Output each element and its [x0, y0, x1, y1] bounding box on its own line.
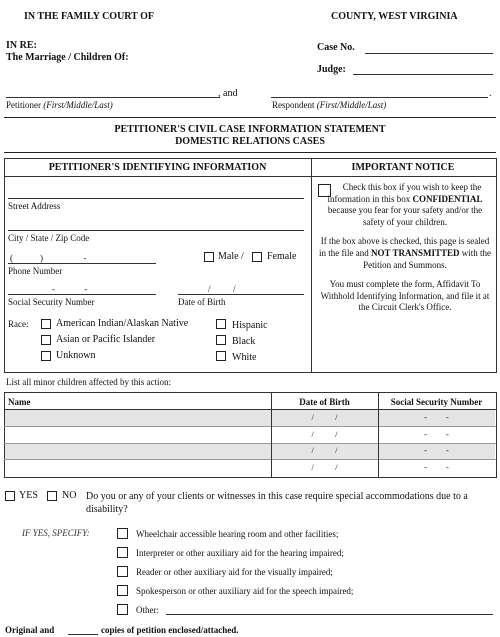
copies-count-field[interactable]	[68, 634, 98, 635]
notice-heading: IMPORTANT NOTICE	[351, 162, 455, 173]
city-state-zip-label: City / State / Zip Code	[8, 233, 90, 243]
race-checkbox-asian[interactable]	[41, 335, 51, 345]
in-re-label: IN RE:	[6, 40, 37, 51]
row3-dob[interactable]: / /	[311, 445, 338, 455]
race-checkbox-white[interactable]	[216, 351, 226, 361]
accommodation-yes-checkbox[interactable]	[5, 491, 15, 501]
spokesperson-option: Spokesperson or other auxiliary aid for the speech impaired;	[136, 586, 354, 596]
row2-dob[interactable]: / /	[311, 429, 338, 439]
specify-label: IF YES, SPECIFY:	[22, 528, 90, 538]
accommodation-no-label: NO	[62, 490, 77, 501]
accommodation-yes-label: YES	[19, 490, 38, 501]
row4-ssn[interactable]: - -	[424, 462, 449, 472]
petitioner-name-field[interactable]	[6, 97, 220, 98]
col-ssn-header: Social Security Number	[390, 397, 483, 407]
petitioner-caption: Petitioner (First/Middle/Last)	[6, 100, 113, 110]
county-heading: COUNTY, WEST VIRGINIA	[331, 11, 458, 22]
judge-label: Judge:	[317, 64, 346, 75]
interpreter-checkbox[interactable]	[117, 547, 128, 558]
race-option-asian: Asian or Pacific Islander	[56, 334, 156, 345]
race-option-american-indian: American Indian/Alaskan Native	[56, 318, 189, 329]
case-no-label: Case No.	[317, 42, 355, 53]
city-state-zip-field[interactable]	[8, 230, 304, 231]
copies-label: copies of petition enclosed/attached.	[101, 625, 239, 635]
female-label: Female	[267, 251, 297, 262]
race-checkbox-black[interactable]	[216, 335, 226, 345]
race-option-hispanic: Hispanic	[232, 320, 268, 331]
spokesperson-checkbox[interactable]	[117, 585, 128, 596]
other-option: Other:	[136, 605, 159, 615]
children-intro: List all minor children affected by this action:	[6, 377, 172, 387]
row4-dob[interactable]: / /	[311, 462, 338, 472]
ssn-format: - -	[52, 284, 88, 294]
respondent-caption: Respondent (First/Middle/Last)	[272, 100, 387, 110]
dob-label: Date of Birth	[178, 297, 226, 307]
judge-field[interactable]	[353, 74, 493, 75]
race-option-black: Black	[232, 336, 256, 347]
col-name-header: Name	[8, 397, 31, 407]
form-title: PETITIONER'S CIVIL CASE INFORMATION STATEMENT	[114, 124, 386, 135]
section-divider	[311, 158, 312, 372]
race-option-white: White	[232, 352, 257, 363]
other-field[interactable]	[166, 614, 493, 615]
row1-dob[interactable]: / /	[311, 412, 338, 422]
male-label: Male /	[218, 251, 244, 262]
marriage-label: The Marriage / Children Of:	[6, 52, 129, 63]
and-text: , and	[218, 88, 238, 99]
identifying-heading: PETITIONER'S IDENTIFYING INFORMATION	[48, 162, 267, 173]
notice-text: Check this box if you wish to keep the information in this box CONFIDENTIAL because you fear for your safety and/or the safety of your children. If the box above is checked, this page is sealed in the file and NOT TRANSMITTED with the Petition and Summons. You must complete the form, Affidavit To Withhold Identifying Information, and file it at the Circuit Clerk's Office.	[319, 182, 491, 313]
row1-ssn[interactable]: - -	[424, 412, 449, 422]
accommodation-no-checkbox[interactable]	[47, 491, 57, 501]
race-checkbox-hispanic[interactable]	[216, 319, 226, 329]
ssn-label: Social Security Number	[8, 297, 95, 307]
wheelchair-option: Wheelchair accessible hearing room and other facilities;	[136, 529, 339, 539]
ssn-field[interactable]	[8, 294, 156, 295]
title-top-rule	[4, 117, 496, 118]
reader-option: Reader or other auxiliary aid for the visually impaired;	[136, 567, 333, 577]
original-label: Original and	[5, 625, 55, 635]
row3-ssn[interactable]: - -	[424, 445, 449, 455]
reader-checkbox[interactable]	[117, 566, 128, 577]
respondent-name-field[interactable]	[271, 97, 488, 98]
dob-format: / /	[208, 284, 236, 294]
court-heading: IN THE FAMILY COURT OF	[24, 11, 155, 22]
wheelchair-checkbox[interactable]	[117, 528, 128, 539]
row2-ssn[interactable]: - -	[424, 429, 449, 439]
phone-label: Phone Number	[8, 266, 63, 276]
title-bottom-rule	[4, 152, 496, 153]
accommodation-question: Do you or any of your clients or witnesses in this case require special accommodations due to a disability?	[86, 491, 468, 515]
race-option-unknown: Unknown	[56, 350, 96, 361]
col-dob-header: Date of Birth	[299, 397, 350, 407]
race-checkbox-unknown[interactable]	[41, 351, 51, 361]
race-label: Race:	[8, 319, 29, 329]
female-checkbox[interactable]	[252, 252, 262, 262]
interpreter-option: Interpreter or other auxiliary aid for the hearing impaired;	[136, 548, 344, 558]
street-address-field[interactable]	[8, 198, 304, 199]
case-no-field[interactable]	[365, 53, 493, 54]
male-checkbox[interactable]	[204, 252, 214, 262]
race-checkbox-american-indian[interactable]	[41, 319, 51, 329]
form-subtitle: DOMESTIC RELATIONS CASES	[175, 136, 325, 147]
phone-format: ( ) -	[10, 253, 87, 263]
other-checkbox[interactable]	[117, 604, 128, 615]
street-address-label: Street Address	[8, 201, 61, 211]
dob-field[interactable]	[178, 294, 304, 295]
phone-field[interactable]	[8, 263, 156, 264]
